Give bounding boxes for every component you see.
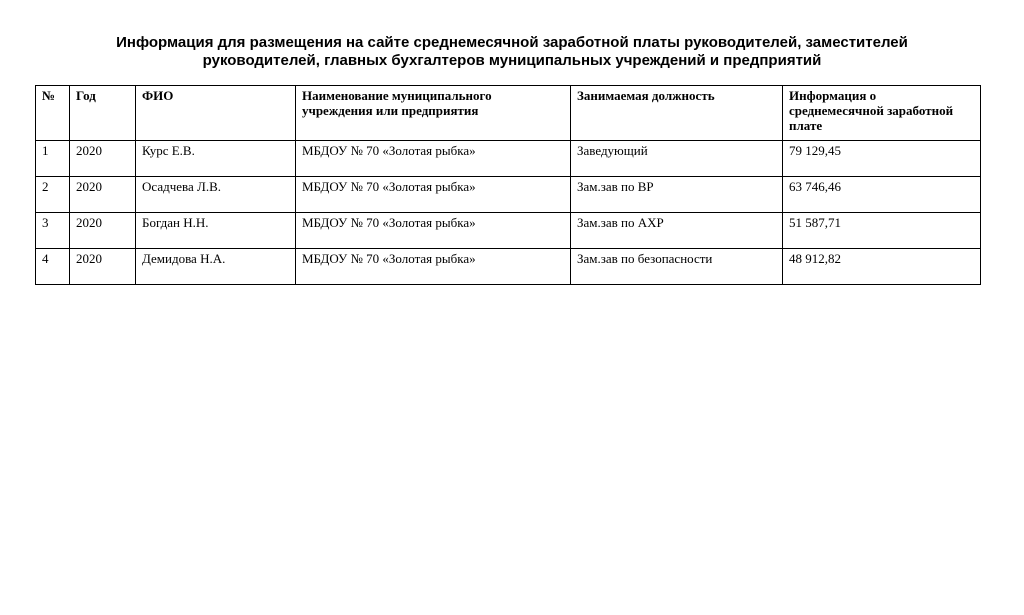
table-header-row <box>36 86 981 141</box>
cell-year: 2020 <box>70 213 136 249</box>
cell-institution: МБДОУ № 70 «Золотая рыбка» <box>296 177 571 213</box>
cell-full-name: Курс Е.В. <box>136 141 296 177</box>
header-number: № <box>36 86 70 141</box>
document-title-line-2: руководителей, главных бухгалтеров муниципальных учреждений и предприятий <box>202 52 822 69</box>
cell-average-salary: 48 912,82 <box>783 249 981 285</box>
cell-number: 1 <box>36 141 70 177</box>
cell-average-salary: 79 129,45 <box>783 141 981 177</box>
cell-position: Зам.зав по АХР <box>571 213 783 249</box>
cell-institution: МБДОУ № 70 «Золотая рыбка» <box>296 141 571 177</box>
cell-full-name: Осадчева Л.В. <box>136 177 296 213</box>
cell-year: 2020 <box>70 141 136 177</box>
header-year: Год <box>70 86 136 141</box>
cell-position: Заведующий <box>571 141 783 177</box>
salary-table <box>35 85 981 285</box>
cell-year: 2020 <box>70 249 136 285</box>
table-row <box>36 249 981 285</box>
cell-number: 3 <box>36 213 70 249</box>
cell-full-name: Богдан Н.Н. <box>136 213 296 249</box>
cell-average-salary: 51 587,71 <box>783 213 981 249</box>
cell-number: 2 <box>36 177 70 213</box>
table-row <box>36 177 981 213</box>
table-row <box>36 141 981 177</box>
cell-number: 4 <box>36 249 70 285</box>
header-institution: Наименование муниципального учреждения или предприятия <box>296 86 571 141</box>
cell-year: 2020 <box>70 177 136 213</box>
cell-full-name: Демидова Н.А. <box>136 249 296 285</box>
cell-institution: МБДОУ № 70 «Золотая рыбка» <box>296 213 571 249</box>
cell-average-salary: 63 746,46 <box>783 177 981 213</box>
header-average-salary: Информация о среднемесячной заработной плате <box>783 86 981 141</box>
cell-position: Зам.зав по ВР <box>571 177 783 213</box>
table-row <box>36 213 981 249</box>
cell-position: Зам.зав по безопасности <box>571 249 783 285</box>
cell-institution: МБДОУ № 70 «Золотая рыбка» <box>296 249 571 285</box>
header-position: Занимаемая должность <box>571 86 783 141</box>
header-full-name: ФИО <box>136 86 296 141</box>
document-title <box>40 34 984 70</box>
document-title-line-1: Информация для размещения на сайте среднемесячной заработной платы руководителей, заместителей <box>116 34 908 51</box>
